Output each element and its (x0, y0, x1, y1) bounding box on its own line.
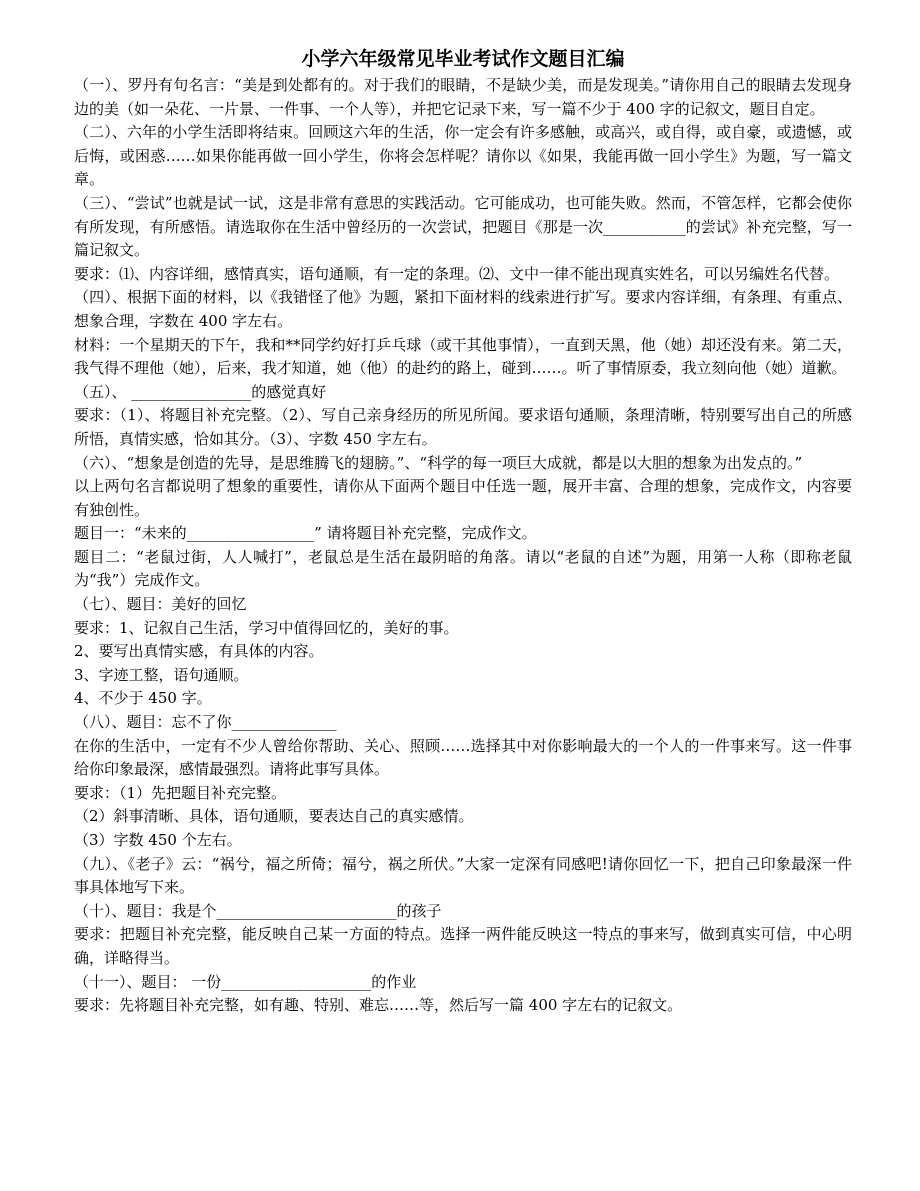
paragraph-9: （九）、《老子》云：“祸兮，福之所倚；福兮，祸之所伏。”大家一定深有同感吧!请你回忆一下，把自己印象最深一件事具体地写下来。 (74, 854, 852, 897)
paragraph-10: （十）、题目：我是个________________________的孩子 (74, 901, 442, 920)
paragraph-11-requirements: 要求：先将题目补充完整，如有趣、特别、难忘……等，然后写一篇 400 字左右的记叙文。 (74, 996, 683, 1015)
paragraph-7-req-2: 2、要写出真情实感，有具体的内容。 (74, 642, 324, 661)
paragraph-3: （三）、“尝试”也就是试一试，这是非常有意思的实践活动。它可能成功，也可能失败。然而，不管怎样，它都会使你有所发现，有所感悟。请选取你在生活中曾经历的一次尝试，把题目《那是一次___________的尝试》补充完整，写一篇记叙文。 (74, 193, 852, 260)
paragraph-7-req-4: 4、不少于 450 字。 (74, 689, 212, 708)
paragraph-7-req-1: 要求：1、记叙自己生活，学习中值得回忆的，美好的事。 (74, 618, 459, 637)
document-page (74, 44, 852, 1018)
page-title: 小学六年级常见毕业考试作文题目汇编 (301, 48, 625, 70)
paragraph-4-material: 材料：一个星期天的下午，我和**同学约好打乒乓球（或干其他事情），一直到天黑，他（她）却还没有来。第二天，我气得不理他（她），后来，我才知道，她（他）的赴约的路上，碰到……。听了事情原委，我立刻向他（她）道歉。 (74, 335, 852, 378)
paragraph-4: （四）、根据下面的材料，以《我错怪了他》为题，紧扣下面材料的线索进行扩写。要求内容详细，有条理、有重点、想象合理，字数在 400 字左右。 (74, 288, 852, 330)
paragraph-8-req-2: （2）斜事清晰、具体，语句通顺，要表达自己的真实感情。 (74, 807, 474, 826)
paragraph-8: （八）、题目：忘不了你______________ (74, 713, 337, 732)
paragraph-6-intro: 以上两句名言都说明了想象的重要性，请你从下面两个题目中任选一题，展开丰富、合理的想象，完成作文，内容要有独创性。 (74, 477, 852, 519)
paragraph-8-req-3: （3）字数 450 个左右。 (74, 831, 242, 849)
paragraph-8-body: 在你的生活中，一定有不少人曾给你帮助、关心、照顾……选择其中对你影响最大的一个人的一件事来写。这一件事给你印象最深，感情最强烈。请将此事写具体。 (74, 736, 852, 779)
paragraph-5: （五）、 ________________的感觉真好 (74, 382, 327, 401)
paragraph-10-requirements: 要求：把题目补充完整，能反映自己某一方面的特点。选择一两件能反映这一特点的事来写，做到真实可信，中心明确，详略得当。 (74, 925, 852, 967)
paragraph-5-requirements: 要求：（1）、将题目补充完整。（2）、写自己亲身经历的所见所闻。要求语句通顺，条理清晰，特别要写出自己的所感所悟，真情实感，恰如其分。（3）、字数 450 字左右。 (74, 406, 852, 448)
paragraph-6-topic-1: 题目一：“未来的_________________” 请将题目补充完整，完成作文。 (74, 524, 537, 543)
paragraph-11: （十一）、题目： 一份____________________的作业 (74, 972, 417, 991)
paragraph-1: （一）、罗丹有句名言：“美是到处都有的。对于我们的眼睛，不是缺少美，而是发现美。”请你用自己的眼睛去发现身边的美（如一朵花、一片景、一件事、一个人等），并把它记录下来，写一篇不少于 400 字的记叙文，题目自定。 (74, 76, 852, 118)
paragraph-7-req-3: 3、字迹工整，语句通顺。 (74, 665, 249, 684)
document-body (74, 74, 852, 1018)
paragraph-3-requirements: 要求：⑴、内容详细，感情真实，语句通顺，有一定的条理。⑵、文中一律不能出现真实姓名，可以另编姓名代替。 (74, 264, 840, 283)
paragraph-6-topic-2: 题目二：“老鼠过街，人人喊打”，老鼠总是生活在最阴暗的角落。请以“老鼠的自述”为题，用第一人称（即称老鼠为“我”）完成作文。 (74, 547, 852, 590)
paragraph-8-req-1: 要求：（1）先把题目补充完整。 (74, 783, 287, 802)
paragraph-2: （二）、六年的小学生活即将结束。回顾这六年的生活，你一定会有许多感触，或高兴，或自得，或自豪，或遗憾，或后悔，或困惑……如果你能再做一回小学生，你将会怎样呢？请你以《如果，我能再做一回小学生》为题，写一篇文章。 (74, 123, 852, 189)
paragraph-6: （六）、“想象是创造的先导，是思维腾飞的翅膀。”、“科学的每一项巨大成就，都是以大胆的想象为出发点的。” (74, 453, 803, 472)
paragraph-7: （七）、题目：美好的回忆 (74, 595, 247, 614)
